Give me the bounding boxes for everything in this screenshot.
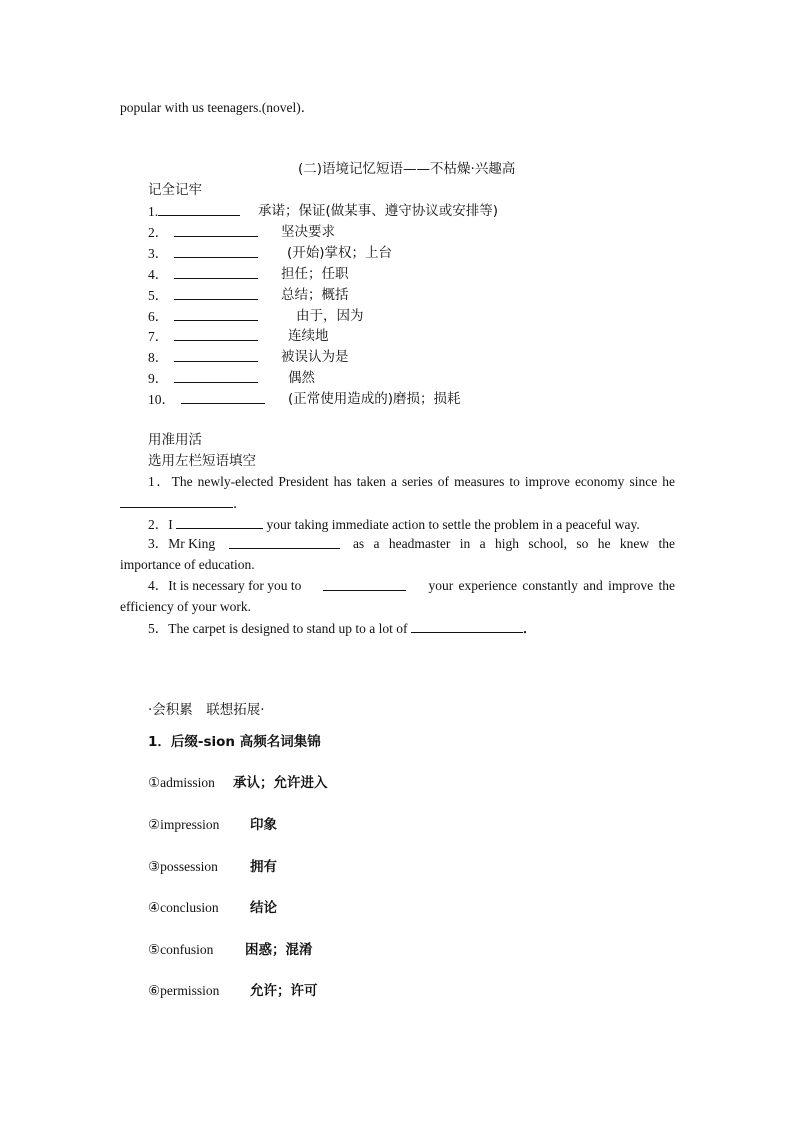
phrase-item — [148, 327, 258, 346]
vocab-item: ④conclusion — [148, 900, 219, 915]
phrase-number: 7． — [148, 329, 169, 344]
exercise-3-line-2: importance of education. — [120, 557, 255, 572]
answer-blank[interactable] — [229, 535, 340, 549]
answer-blank[interactable] — [411, 619, 523, 633]
phrase-item — [148, 390, 265, 409]
answer-blank[interactable] — [174, 265, 258, 279]
use-heading: 用准用活 — [148, 432, 202, 448]
phrase-item — [148, 286, 258, 305]
phrase-number: 2． — [148, 225, 169, 240]
phrase-item — [148, 223, 258, 242]
phrase-meaning: (正常使用造成的)磨损；损耗 — [288, 391, 461, 407]
phrase-meaning: (开始)掌权；上台 — [287, 245, 393, 261]
answer-blank[interactable] — [174, 327, 258, 341]
phrase-item — [148, 369, 258, 388]
exercise-4-line-2: efficiency of your work. — [120, 599, 251, 614]
vocab-meaning: 结论 — [250, 900, 277, 916]
section-title: (二)语境记忆短语——不枯燥·兴趣高 — [298, 161, 516, 177]
vocab-meaning: 拥有 — [250, 859, 277, 875]
phrase-number: 4． — [148, 267, 169, 282]
phrase-meaning: 由于，因为 — [296, 308, 364, 324]
vocab-item: ③possession — [148, 859, 218, 874]
use-instruction: 选用左栏短语填空 — [148, 453, 256, 469]
phrase-number: 5． — [148, 288, 169, 303]
phrase-meaning: 连续地 — [288, 328, 329, 344]
phrase-item — [148, 307, 258, 326]
phrase-item — [148, 348, 258, 367]
memorize-heading: 记全记牢 — [148, 182, 202, 198]
vocab-item: ②impression — [148, 817, 220, 832]
phrase-number: 6． — [148, 309, 169, 324]
phrase-number: 9． — [148, 371, 169, 386]
continued-sentence: popular with us teenagers.(novel)． — [120, 100, 315, 115]
answer-blank[interactable] — [174, 244, 258, 258]
vocab-item: ⑥permission — [148, 983, 220, 998]
phrase-number: 1. — [148, 204, 159, 219]
exercise-1-line-2: ． — [120, 494, 247, 513]
answer-blank[interactable] — [120, 494, 233, 508]
answer-blank[interactable] — [174, 348, 258, 362]
answer-blank[interactable] — [323, 577, 406, 591]
phrase-meaning: 承诺；保证(做某事、遵守协议或安排等) — [258, 203, 499, 219]
exercise-2-line: 2．I your taking immediate action to settle the problem in a peaceful way. — [148, 517, 640, 532]
answer-blank[interactable] — [181, 390, 265, 404]
vocab-item: ⑤confusion — [148, 942, 214, 957]
answer-blank[interactable] — [174, 223, 258, 237]
phrase-meaning: 坚决要求 — [281, 224, 335, 240]
exercise-1-line: 1．The newly-elected President has taken a series of measures to improve economy since he — [148, 474, 675, 489]
phrase-meaning: 担任；任职 — [281, 266, 349, 282]
phrase-item — [148, 202, 240, 221]
accumulate-heading: ·会积累 联想拓展· — [148, 702, 265, 718]
phrase-meaning: 偶然 — [288, 370, 315, 386]
phrase-number: 3． — [148, 246, 169, 261]
suffix-heading: 1．后缀-sion 高频名词集锦 — [148, 734, 321, 750]
answer-blank[interactable] — [176, 515, 263, 529]
vocab-meaning: 印象 — [250, 817, 277, 833]
phrase-number: 10． — [148, 392, 175, 407]
phrase-meaning: 总结；概括 — [281, 287, 349, 303]
phrase-number: 8． — [148, 350, 169, 365]
answer-blank[interactable] — [174, 307, 258, 321]
vocab-meaning: 困惑；混淆 — [245, 942, 313, 958]
phrase-item — [148, 265, 258, 284]
exercise-3-line: 3．Mr King as a headmaster in a high school, so he knew the — [148, 536, 675, 551]
vocab-item: ①admission — [148, 775, 215, 790]
answer-blank[interactable] — [158, 202, 240, 216]
answer-blank[interactable] — [174, 286, 258, 300]
phrase-item — [148, 244, 258, 263]
answer-blank[interactable] — [174, 369, 258, 383]
vocab-meaning: 承认；允许进入 — [233, 775, 328, 791]
phrase-meaning: 被误认为是 — [281, 349, 349, 365]
exercise-4-line: 4．It is necessary for you to your experience constantly and improve the — [148, 578, 675, 593]
exercise-5-line: 5．The carpet is designed to stand up to a lot of ． — [148, 621, 537, 636]
vocab-meaning: 允许；许可 — [250, 983, 318, 999]
